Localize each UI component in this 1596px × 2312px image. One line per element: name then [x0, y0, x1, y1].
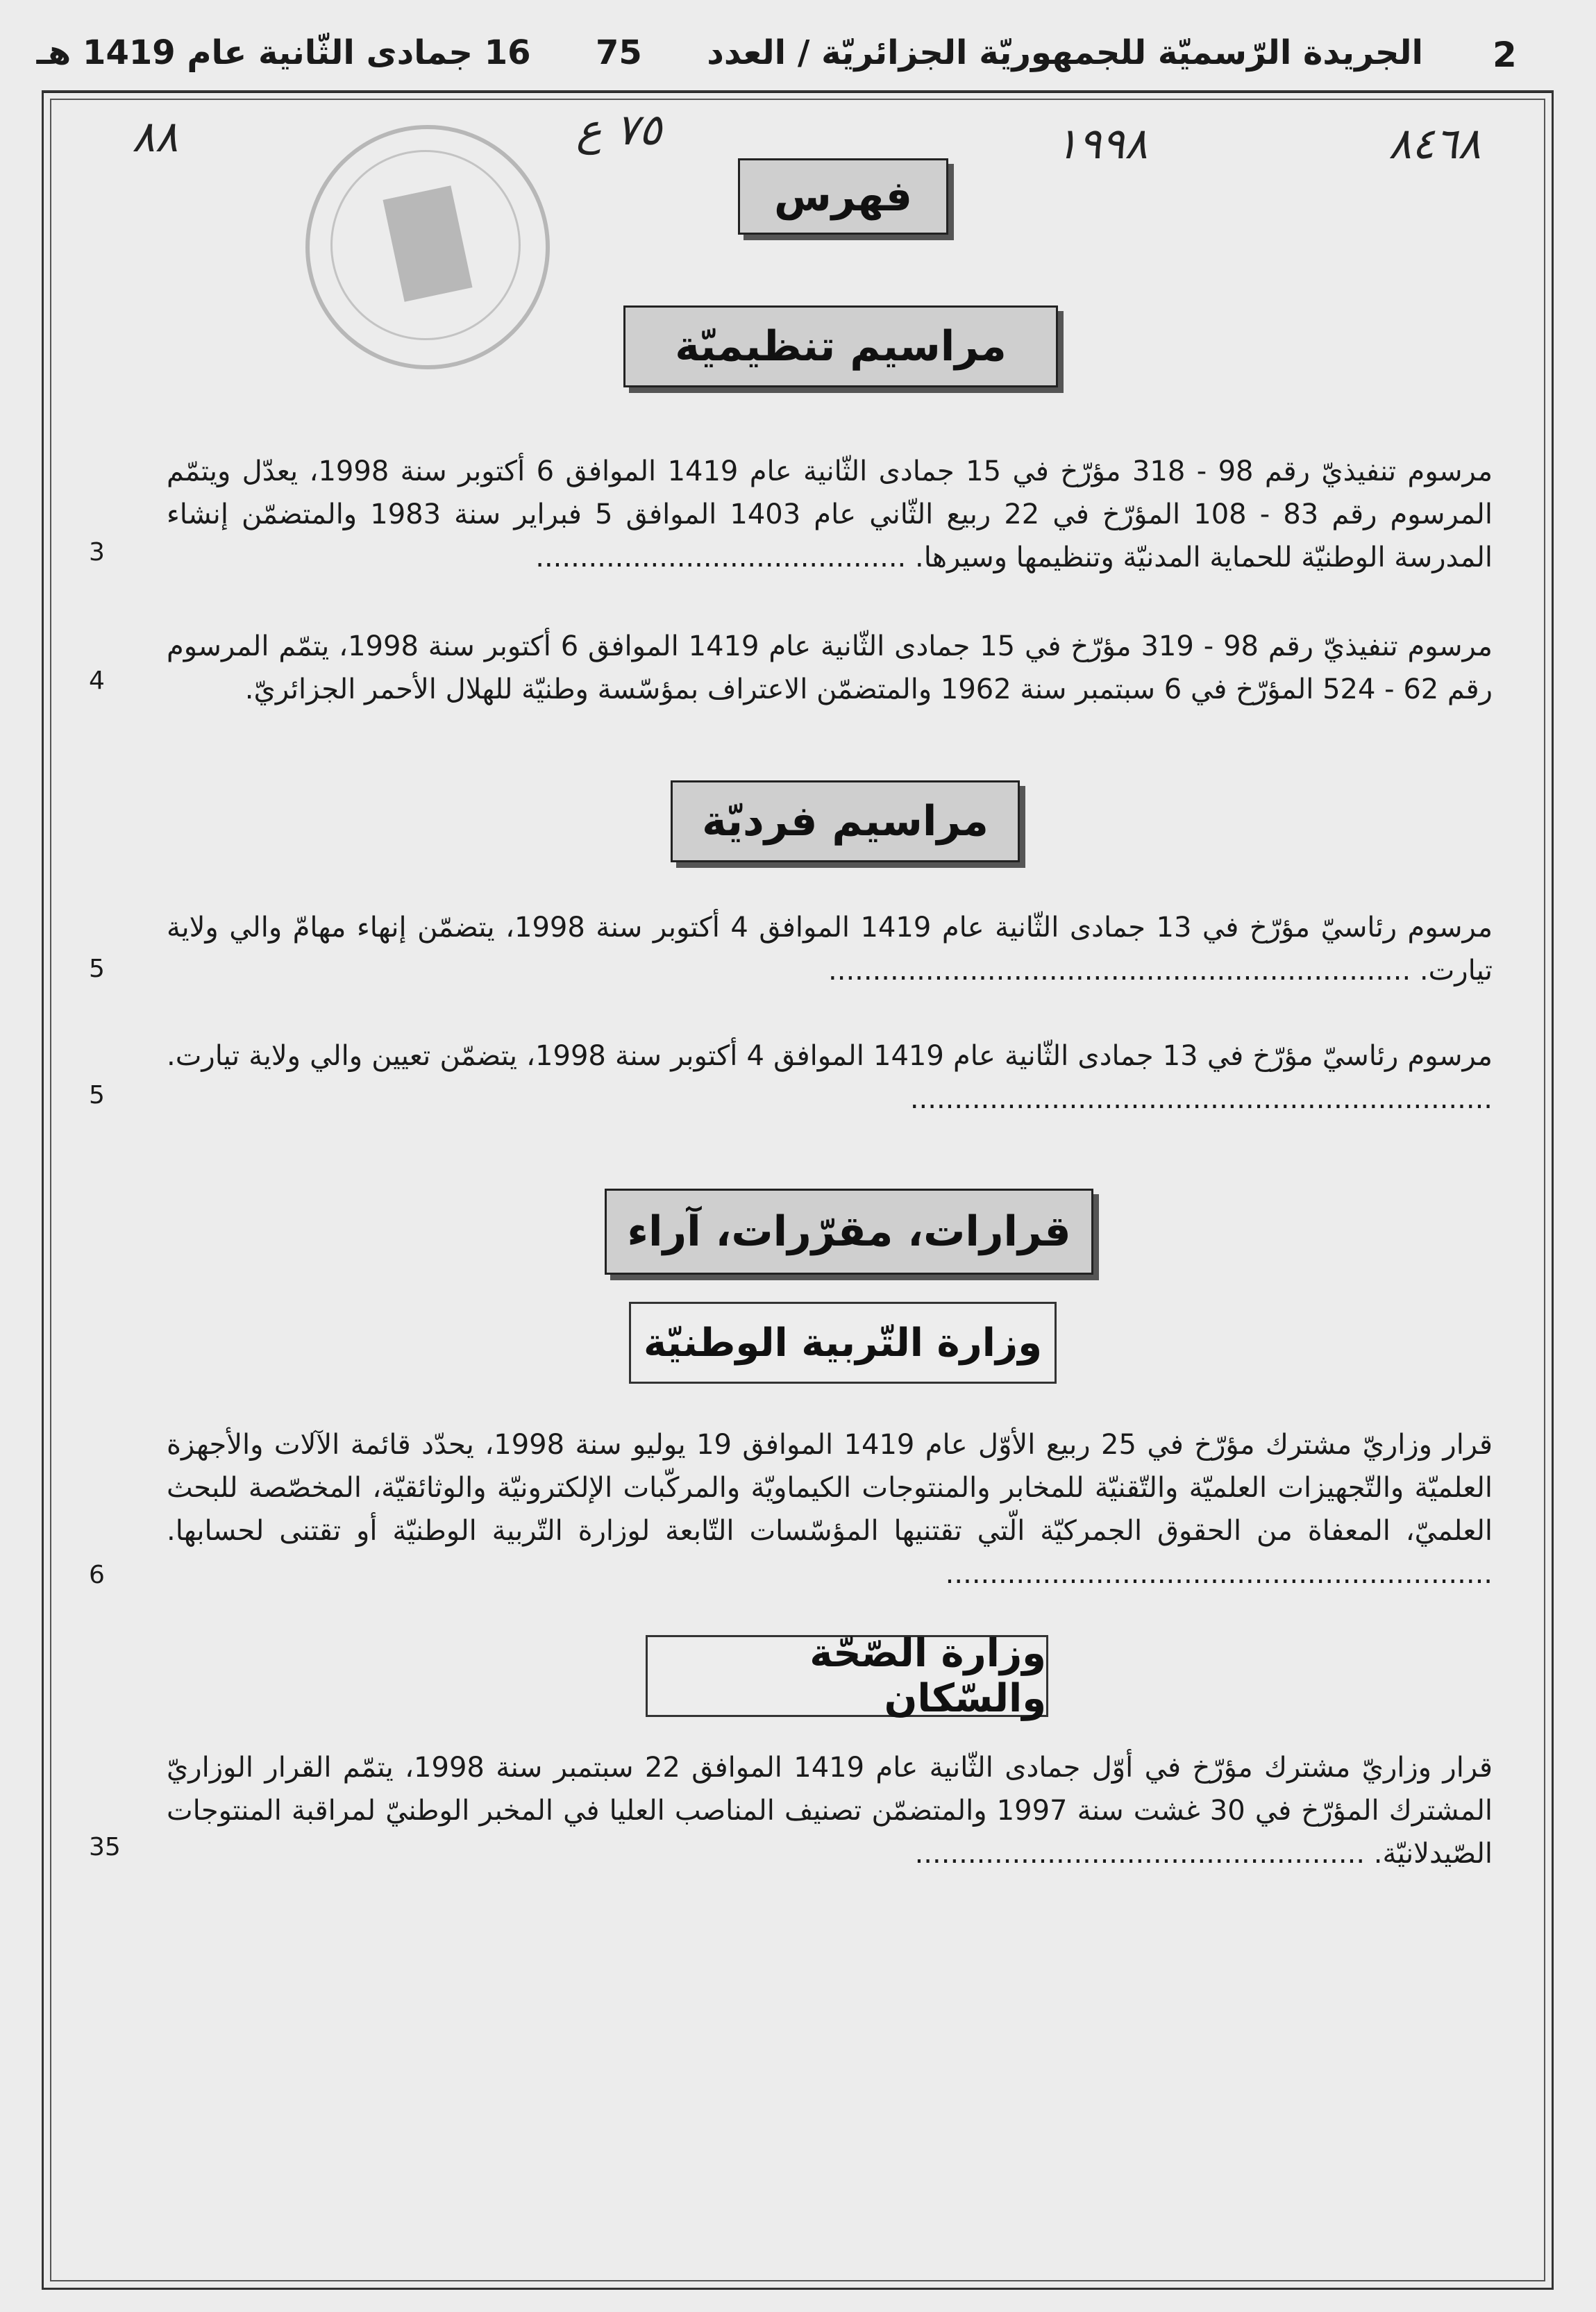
- entry-text: مرسوم رئاسيّ مؤرّخ في 13 جمادى الثّانية عام 1419 الموافق 4 أكتوبر سنة 1998، يتضمّن إنهاء مهامّ والي ولاية تيارت.: [167, 912, 1493, 987]
- entry-leader-dots: ..................................................................: [828, 955, 1411, 987]
- handwritten-issue-note: ٧٥ ع: [576, 104, 662, 155]
- library-stamp: [305, 125, 550, 369]
- entry-page-number[interactable]: 6: [89, 1561, 105, 1589]
- section-individual-decrees: مراسيم فرديّة: [671, 780, 1020, 862]
- toc-entry[interactable]: [167, 1034, 1493, 1121]
- entry-text: مرسوم رئاسيّ مؤرّخ في 13 جمادى الثّانية عام 1419 الموافق 4 أكتوبر سنة 1998، يتضمّن تعيين والي ولاية تيارت.: [167, 1040, 1493, 1072]
- toc-entry[interactable]: [167, 1746, 1493, 1875]
- entry-leader-dots: ..............................................................: [945, 1558, 1493, 1590]
- toc-entry[interactable]: [167, 450, 1493, 579]
- issue-label: العدد: [707, 33, 787, 72]
- entry-page-number[interactable]: 5: [89, 955, 105, 983]
- entry-page-number[interactable]: 4: [89, 667, 105, 695]
- page-number: 2: [1493, 35, 1517, 75]
- issue-date: 16 جمادى الثّانية عام 1419 هـ: [36, 33, 531, 72]
- section-decisions: قرارات، مقرّرات، آراء: [605, 1189, 1093, 1275]
- entry-text: مرسوم تنفيذيّ رقم 98 - 318 مؤرّخ في 15 جمادى الثّانية عام 1419 الموافق 6 أكتوبر سنة 1998، يعدّل ويتمّم المرسوم رقم 83 - 108 المؤرّخ في 22 ربيع الثّاني عام 1403 الموافق 5 فبراير سنة 1983 والمتضمّن إنشاء المدرسة الوطنيّة للحماية المدنيّة وتنظيمها وسيرها.: [167, 455, 1493, 573]
- entry-page-number[interactable]: 5: [89, 1081, 105, 1109]
- issue-number: 75: [595, 33, 642, 72]
- toc-entry[interactable]: [167, 1423, 1493, 1595]
- toc-entry[interactable]: [167, 625, 1493, 711]
- handwritten-year-note: ١٩٩٨: [1055, 118, 1148, 169]
- entry-text: قرار وزاريّ مشترك مؤرّخ في أوّل جمادى الثّانية عام 1419 الموافق 22 سبتمبر سنة 1998، يتمّم القرار الوزاريّ المشترك المؤرّخ في 30 غشت سنة 1997 والمتضمّن تصنيف المناصب العليا في المخبر الوطنيّ لمراقبة المنتوجات الصّيدلانيّة.: [167, 1752, 1493, 1870]
- journal-header: [36, 33, 1423, 72]
- stamp-emblem: [383, 185, 472, 302]
- ministry-health-heading: وزارة الصّحّة والسّكان: [646, 1635, 1048, 1717]
- entry-page-number[interactable]: 3: [89, 538, 105, 567]
- entry-page-number[interactable]: 35: [89, 1833, 121, 1861]
- entry-leader-dots: ...................................................: [914, 1838, 1366, 1870]
- journal-title: الجريدة الرّسميّة للجمهوريّة الجزائريّة: [821, 33, 1423, 72]
- section-regulatory-decrees: مراسيم تنظيميّة: [623, 305, 1058, 387]
- ministry-education-heading: وزارة التّربية الوطنيّة: [629, 1302, 1057, 1384]
- entry-leader-dots: ..................................................................: [909, 1083, 1493, 1115]
- entry-text: قرار وزاريّ مشترك مؤرّخ في 25 ربيع الأوّل عام 1419 الموافق 19 يوليو سنة 1998، يحدّد قائمة الآلات والأجهزة العلميّة والتّجهيزات العلميّة والتّقنيّة للمخابر والمنتوجات الكيماويّة والمركّبات الإلكترونيّة والوثائقيّة، المخصّصة للبحث العلميّ، المعفاة من الحقوق الجمركيّة الّتي تقتنيها المؤسّسات التّابعة لوزارة التّربية الوطنيّة أو تقتنى لحسابها.: [167, 1429, 1493, 1547]
- toc-title: فهرس: [738, 158, 948, 235]
- handwritten-note-left: ٨٨: [132, 111, 178, 162]
- entry-leader-dots: ..........................................: [535, 542, 907, 573]
- entry-text: مرسوم تنفيذيّ رقم 98 - 319 مؤرّخ في 15 جمادى الثّانية عام 1419 الموافق 6 أكتوبر سنة 1998، يتمّم المرسوم رقم 62 - 524 المؤرّخ في 6 سبتمبر سنة 1962 والمتضمّن الاعتراف بمؤسّسة وطنيّة للهلال الأحمر الجزائريّ.: [167, 630, 1493, 705]
- handwritten-number-note: ٨٤٦٨: [1388, 118, 1481, 169]
- header-separator: /: [797, 33, 810, 72]
- toc-entry[interactable]: [167, 906, 1493, 992]
